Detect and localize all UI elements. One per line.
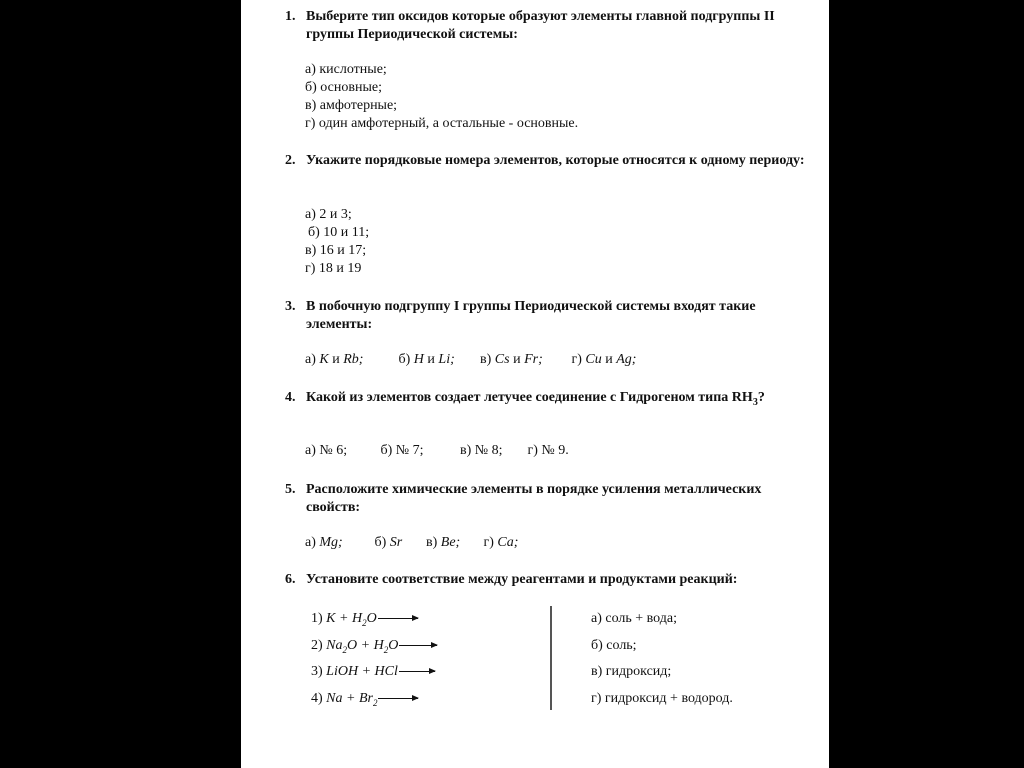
document-page	[241, 0, 829, 768]
question-number: 1.	[285, 9, 296, 24]
product-option: а) соль + вода;	[591, 611, 678, 626]
column-divider	[550, 606, 552, 710]
question-1	[285, 8, 805, 44]
arrow-icon	[378, 698, 418, 699]
question-number: 3.	[285, 299, 296, 314]
option: в) Cs и Fr;	[480, 352, 543, 367]
question-2	[285, 152, 805, 170]
question-4	[285, 389, 805, 412]
option: б) 10 и 11;	[308, 225, 370, 240]
reaction-1: 1) $K + H_2O$	[311, 610, 418, 632]
option: б) H и Li;	[398, 352, 455, 367]
arrow-icon	[378, 618, 418, 619]
option: б) № 7;	[380, 443, 424, 458]
option: г) один амфотерный, а остальные - основные.	[305, 116, 579, 131]
question-1-options	[305, 61, 578, 133]
option: г) Cu и Ag;	[571, 352, 637, 367]
option: а) № 6;	[305, 443, 348, 458]
question-number: 4.	[285, 390, 296, 405]
reaction-2: 2) $Na_2O + H_2O$	[311, 637, 437, 659]
question-2-options	[305, 206, 369, 278]
option: а) кислотные;	[305, 62, 387, 77]
option: г) № 9.	[527, 443, 569, 458]
question-5-options	[305, 535, 518, 551]
question-3-options	[305, 352, 636, 368]
arrow-icon	[399, 645, 437, 646]
option: а) K и Rb;	[305, 352, 364, 367]
question-text: Расположите химические элементы в порядке усиления металлических свойств:	[306, 482, 762, 515]
option: г) 18 и 19	[305, 261, 362, 276]
question-4-options	[305, 443, 569, 459]
question-text: Выберите тип оксидов которые образуют элементы главной подгруппы II группы Периодической системы:	[306, 9, 775, 42]
option: в) 16 и 17;	[305, 243, 367, 258]
option: б) Sr	[374, 535, 403, 550]
reaction-4: 4) $Na + Br_2$	[311, 690, 418, 712]
question-text: Какой из элементов создает летучее соединение с Гидрогеном типа $RH_3$?	[306, 390, 765, 408]
reaction-3: 3) LiOH + HCl	[311, 663, 435, 681]
question-6	[285, 571, 805, 589]
product-option: б) соль;	[591, 638, 637, 653]
option: г) Ca;	[483, 535, 519, 550]
option: в) № 8;	[460, 443, 503, 458]
option: в) Be;	[426, 535, 461, 550]
question-number: 2.	[285, 153, 296, 168]
question-3	[285, 298, 805, 334]
question-text: В побочную подгруппу I группы Периодической системы входят такие элементы:	[306, 299, 756, 332]
option: а) Mg;	[305, 535, 343, 550]
option: а) 2 и 3;	[305, 207, 352, 222]
option: б) основные;	[305, 80, 382, 95]
question-5	[285, 481, 805, 517]
question-text: Установите соответствие между реагентами и продуктами реакций:	[306, 572, 738, 587]
product-option: в) гидроксид;	[591, 664, 672, 679]
question-number: 6.	[285, 572, 296, 587]
option: в) амфотерные;	[305, 98, 398, 113]
arrow-icon	[399, 671, 435, 672]
question-number: 5.	[285, 482, 296, 497]
question-text: Укажите порядковые номера элементов, которые относятся к одному периоду:	[306, 153, 805, 168]
product-option: г) гидроксид + водород.	[591, 691, 733, 706]
